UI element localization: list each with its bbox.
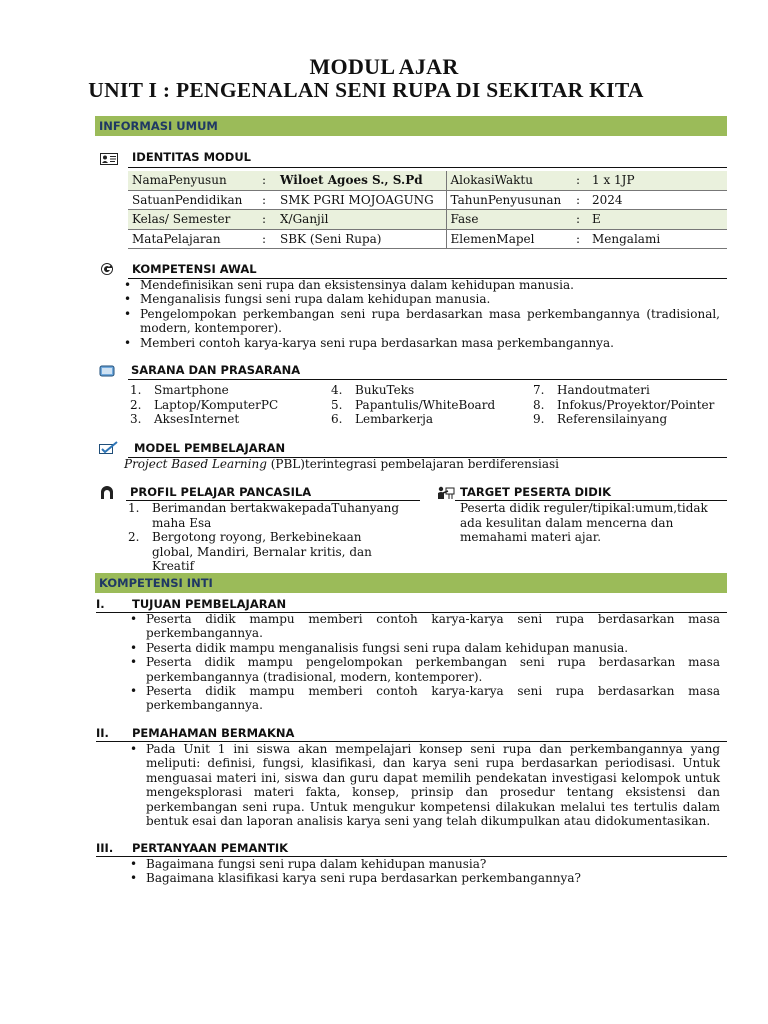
list-item: • Peserta didik mampu memberi contoh karya-karya seni rupa berdasarkan masa perkembangannya.: [124, 684, 720, 713]
list-item: • Pada Unit 1 ini siswa akan mempelajari konsep seni rupa dan perkembangannya yang meliputi: definisi, fungsi, klasifikasi, dan karya seni rupa berdasarkan periodisasi. Untuk menguasai materi ini, siswa dan guru dapat memilih pendekatan investigasi kelompok untuk mengeksplorasi materi fakta, konsep, prinsip dan prosedur tentang eksistensi dan perkembangan seni rupa. Untuk mengukur kompetensi dilakukan melalui tes tertulis dalam bentuk esai dan laporan analisis karya seni yang telah dikumpulkan atau didokumentasikan.: [124, 742, 720, 828]
cell-label: SatuanPendidikan: [128, 190, 258, 210]
identitas-table: [128, 171, 727, 249]
cell-value: Mengalami: [588, 229, 727, 249]
list-item: 5. Papantulis/WhiteBoard: [331, 397, 496, 412]
sarana-col-1: [130, 383, 325, 427]
cell-sep: :: [258, 190, 276, 210]
cell-value: SMK PGRI MOJOAGUNG: [276, 190, 446, 210]
table-row: [128, 190, 727, 210]
pemahaman-list: [124, 742, 720, 828]
list-item: • Mendefinisikan seni rupa dan eksistensinya dalam kehidupan manusia.: [118, 278, 720, 292]
cell-label: AlokasiWaktu: [446, 171, 572, 190]
list-item: 4. BukuTeks: [331, 383, 415, 397]
table-row: [128, 210, 727, 230]
list-item: • Menganalisis fungsi seni rupa dalam kehidupan manusia.: [118, 292, 720, 306]
list-item: 1. Berimandan bertakwakepadaTuhanyang maha Esa: [128, 501, 400, 530]
cell-value: X/Ganjil: [276, 210, 446, 230]
sarana-heading: SARANA DAN PRASARANA: [131, 363, 301, 377]
cell-sep: :: [572, 229, 588, 249]
list-item: 9. Referensilainyang: [533, 412, 668, 427]
teacher-icon: [437, 485, 455, 499]
profil-heading: PROFIL PELAJAR PANCASILA: [130, 485, 312, 499]
model-name: Project Based Learning: [124, 457, 267, 471]
model-text: [124, 457, 724, 472]
cell-label: Kelas/ Semester: [128, 210, 258, 230]
identitas-heading: IDENTITAS MODUL: [132, 150, 251, 164]
list-item: • Bagaimana fungsi seni rupa dalam kehidupan manusia?: [124, 857, 720, 871]
device-icon: [99, 363, 115, 376]
list-item: • Pengelompokan perkembangan seni rupa berdasarkan masa perkembangannya (tradisional, modern, kontemporer).: [118, 307, 720, 336]
list-item: 1. Smartphone: [130, 383, 229, 397]
id-card-icon: [100, 150, 118, 162]
pertanyaan-heading: PERTANYAAN PEMANTIK: [132, 841, 289, 855]
check-board-icon: [99, 440, 119, 454]
cell-sep: :: [572, 190, 588, 210]
list-item: • Peserta didik mampu pengelompokan perkembangan seni rupa berdasarkan masa perkembangannya (tradisional, modern, kontemporer).: [124, 655, 720, 684]
kompetensi-awal-list: [118, 278, 720, 350]
sarana-rule: [128, 379, 727, 380]
cell-label: TahunPenyusunan: [446, 190, 572, 210]
list-item: 3. AksesInternet: [130, 412, 240, 427]
pemahaman-heading: PEMAHAMAN BERMAKNA: [132, 726, 295, 740]
sarana-col-2: [331, 383, 531, 427]
cell-label: MataPelajaran: [128, 229, 258, 249]
model-description: (PBL)terintegrasi pembelajaran berdiferensiasi: [266, 457, 560, 471]
model-heading: MODEL PEMBELAJARAN: [134, 441, 286, 455]
kompetensi-awal-heading: KOMPETENSI AWAL: [132, 262, 257, 276]
list-item: • Memberi contoh karya-karya seni rupa berdasarkan masa perkembangannya.: [118, 336, 720, 350]
cell-sep: :: [258, 171, 276, 190]
cell-value: E: [588, 210, 727, 230]
list-item: 2. Laptop/KomputerPC: [130, 397, 279, 412]
identitas-rule: [128, 167, 727, 168]
list-item: • Bagaimana klasifikasi karya seni rupa berdasarkan perkembangannya?: [124, 871, 720, 885]
module-title: MODUL AJAR: [309, 54, 459, 79]
section-bar-informasi-umum: INFORMASI UMUM: [95, 116, 727, 136]
cell-value: Wiloet Agoes S., S.Pd: [276, 171, 446, 190]
cell-value: SBK (Seni Rupa): [276, 229, 446, 249]
section-bar-kompetensi-inti: KOMPETENSI INTI: [95, 573, 727, 593]
sarana-col-3: [533, 383, 733, 427]
list-item: 2. Bergotong royong, Berkebinekaan global, Mandiri, Bernalar kritis, dan Kreatif: [128, 530, 372, 574]
target-text: Peserta didik reguler/tipikal:umum,tidak ada kesulitan dalam mencerna dan memahami materi ajar.: [460, 501, 708, 544]
cell-sep: :: [258, 229, 276, 249]
pemahaman-roman: II.: [96, 726, 109, 740]
profil-list: [128, 501, 403, 574]
list-item: • Peserta didik mampu menganalisis fungsi seni rupa dalam kehidupan manusia.: [124, 641, 720, 655]
pertanyaan-list: [124, 857, 720, 886]
cell-value: 1 x 1JP: [588, 171, 727, 190]
pillar-icon: [99, 485, 115, 499]
tujuan-list: [124, 612, 720, 713]
target-heading: TARGET PESERTA DIDIK: [460, 485, 612, 499]
list-item: • Peserta didik mampu memberi contoh karya-karya seni rupa berdasarkan masa perkembangannya.: [124, 612, 720, 641]
cell-sep: :: [572, 210, 588, 230]
g-logo-icon: [100, 261, 114, 275]
list-item: 6. Lembarkerja: [331, 412, 434, 427]
pertanyaan-roman: III.: [96, 841, 114, 855]
cell-label: NamaPenyusun: [128, 171, 258, 190]
cell-sep: :: [258, 210, 276, 230]
cell-label: Fase: [446, 210, 572, 230]
cell-sep: :: [572, 171, 588, 190]
unit-title: UNIT I : PENGENALAN SENI RUPA DI SEKITAR KITA: [88, 78, 644, 102]
table-row: [128, 171, 727, 190]
cell-value: 2024: [588, 190, 727, 210]
tujuan-roman: I.: [96, 597, 105, 611]
list-item: 7. Handoutmateri: [533, 383, 650, 397]
table-row: [128, 229, 727, 249]
cell-label: ElemenMapel: [446, 229, 572, 249]
tujuan-heading: TUJUAN PEMBELAJARAN: [132, 597, 287, 611]
list-item: 8. Infokus/Proyektor/Pointer: [533, 397, 715, 412]
